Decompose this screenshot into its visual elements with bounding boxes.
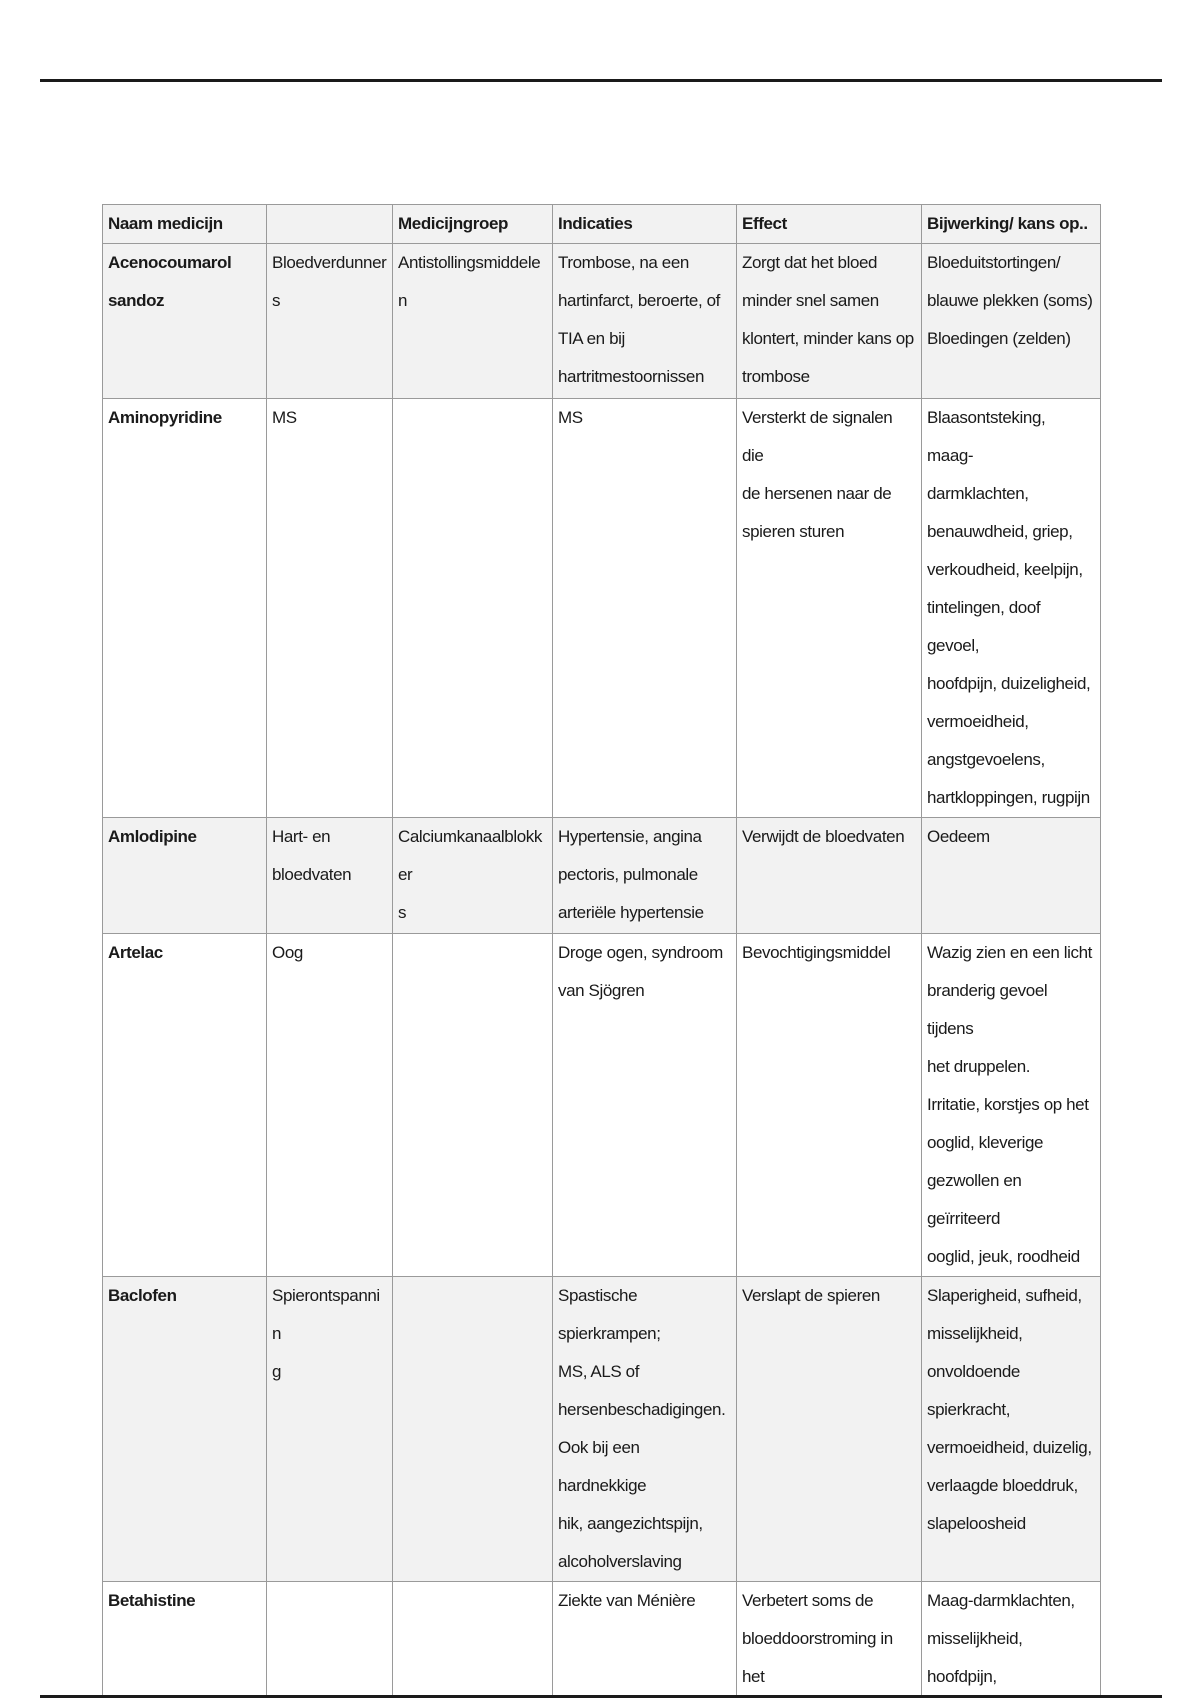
medication-table [102,204,1101,1697]
cell-effect: Verbetert soms de bloeddoorstroming in het [737,1582,922,1697]
cell-effect: Versterkt de signalen die de hersenen naar de spieren sturen [737,399,922,818]
cell-side-effects: Oedeem [922,818,1101,934]
table-row [103,934,1101,1277]
cell-name: Acenocoumarol sandoz [103,244,267,399]
cell-side-effects: Slaperigheid, sufheid, misselijkheid, onvoldoende spierkracht, vermoeidheid, duizelig, verlaagde bloeddruk, slapeloosheid [922,1277,1101,1582]
cell-effect: Verslapt de spieren [737,1277,922,1582]
cell-indications: MS [553,399,737,818]
header-name: Naam medicijn [103,205,267,244]
cell-effect: Verwijdt de bloedvaten [737,818,922,934]
cell-side-effects: Maag-darmklachten, misselijkheid, hoofdpijn, [922,1582,1101,1697]
cell-side-effects: Wazig zien en een licht branderig gevoel tijdens het druppelen. Irritatie, korstjes op het ooglid, kleverige gezwollen en geïrriteerd ooglid, jeuk, roodheid [922,934,1101,1277]
table-row [103,244,1101,399]
cell-group [393,1277,553,1582]
cell-name: Aminopyridine [103,399,267,818]
header-category [267,205,393,244]
table-row [103,818,1101,934]
cell-category: MS [267,399,393,818]
cell-indications: Trombose, na een hartinfarct, beroerte, of TIA en bij hartritmestoornissen [553,244,737,399]
table-header-row [103,205,1101,244]
cell-group [393,934,553,1277]
cell-effect: Zorgt dat het bloed minder snel samen klontert, minder kans op trombose [737,244,922,399]
cell-name: Baclofen [103,1277,267,1582]
cell-group [393,1582,553,1697]
cell-side-effects: Blaasontsteking, maag- darmklachten, benauwdheid, griep, verkoudheid, keelpijn, tintelingen, doof gevoel, hoofdpijn, duizeligheid, vermoeidheid, angstgevoelens, hartkloppingen, rugpijn [922,399,1101,818]
header-effect: Effect [737,205,922,244]
cell-category: Oog [267,934,393,1277]
cell-category [267,1582,393,1697]
cell-group: Calciumkanaalblokker s [393,818,553,934]
cell-name: Amlodipine [103,818,267,934]
header-indications: Indicaties [553,205,737,244]
cell-group [393,399,553,818]
cell-group: Antistollingsmiddelen [393,244,553,399]
header-group: Medicijngroep [393,205,553,244]
cell-category: Bloedverdunners [267,244,393,399]
table-row [103,399,1101,818]
cell-side-effects: Bloeduitstortingen/ blauwe plekken (soms) Bloedingen (zelden) [922,244,1101,399]
cell-indications: Droge ogen, syndroom van Sjögren [553,934,737,1277]
cell-name: Betahistine [103,1582,267,1697]
table-row [103,1277,1101,1582]
header-rule [40,79,1162,82]
cell-indications: Ziekte van Ménière [553,1582,737,1697]
cell-effect: Bevochtigingsmiddel [737,934,922,1277]
cell-category: Hart- en bloedvaten [267,818,393,934]
table-row [103,1582,1101,1697]
footer-rule [40,1695,1162,1698]
cell-indications: Spastische spierkrampen; MS, ALS of hersenbeschadigingen. Ook bij een hardnekkige hik, aangezichtspijn, alcoholverslaving [553,1277,737,1582]
header-side-effects: Bijwerking/ kans op.. [922,205,1101,244]
cell-name: Artelac [103,934,267,1277]
cell-indications: Hypertensie, angina pectoris, pulmonale arteriële hypertensie [553,818,737,934]
cell-category: Spierontspannin g [267,1277,393,1582]
